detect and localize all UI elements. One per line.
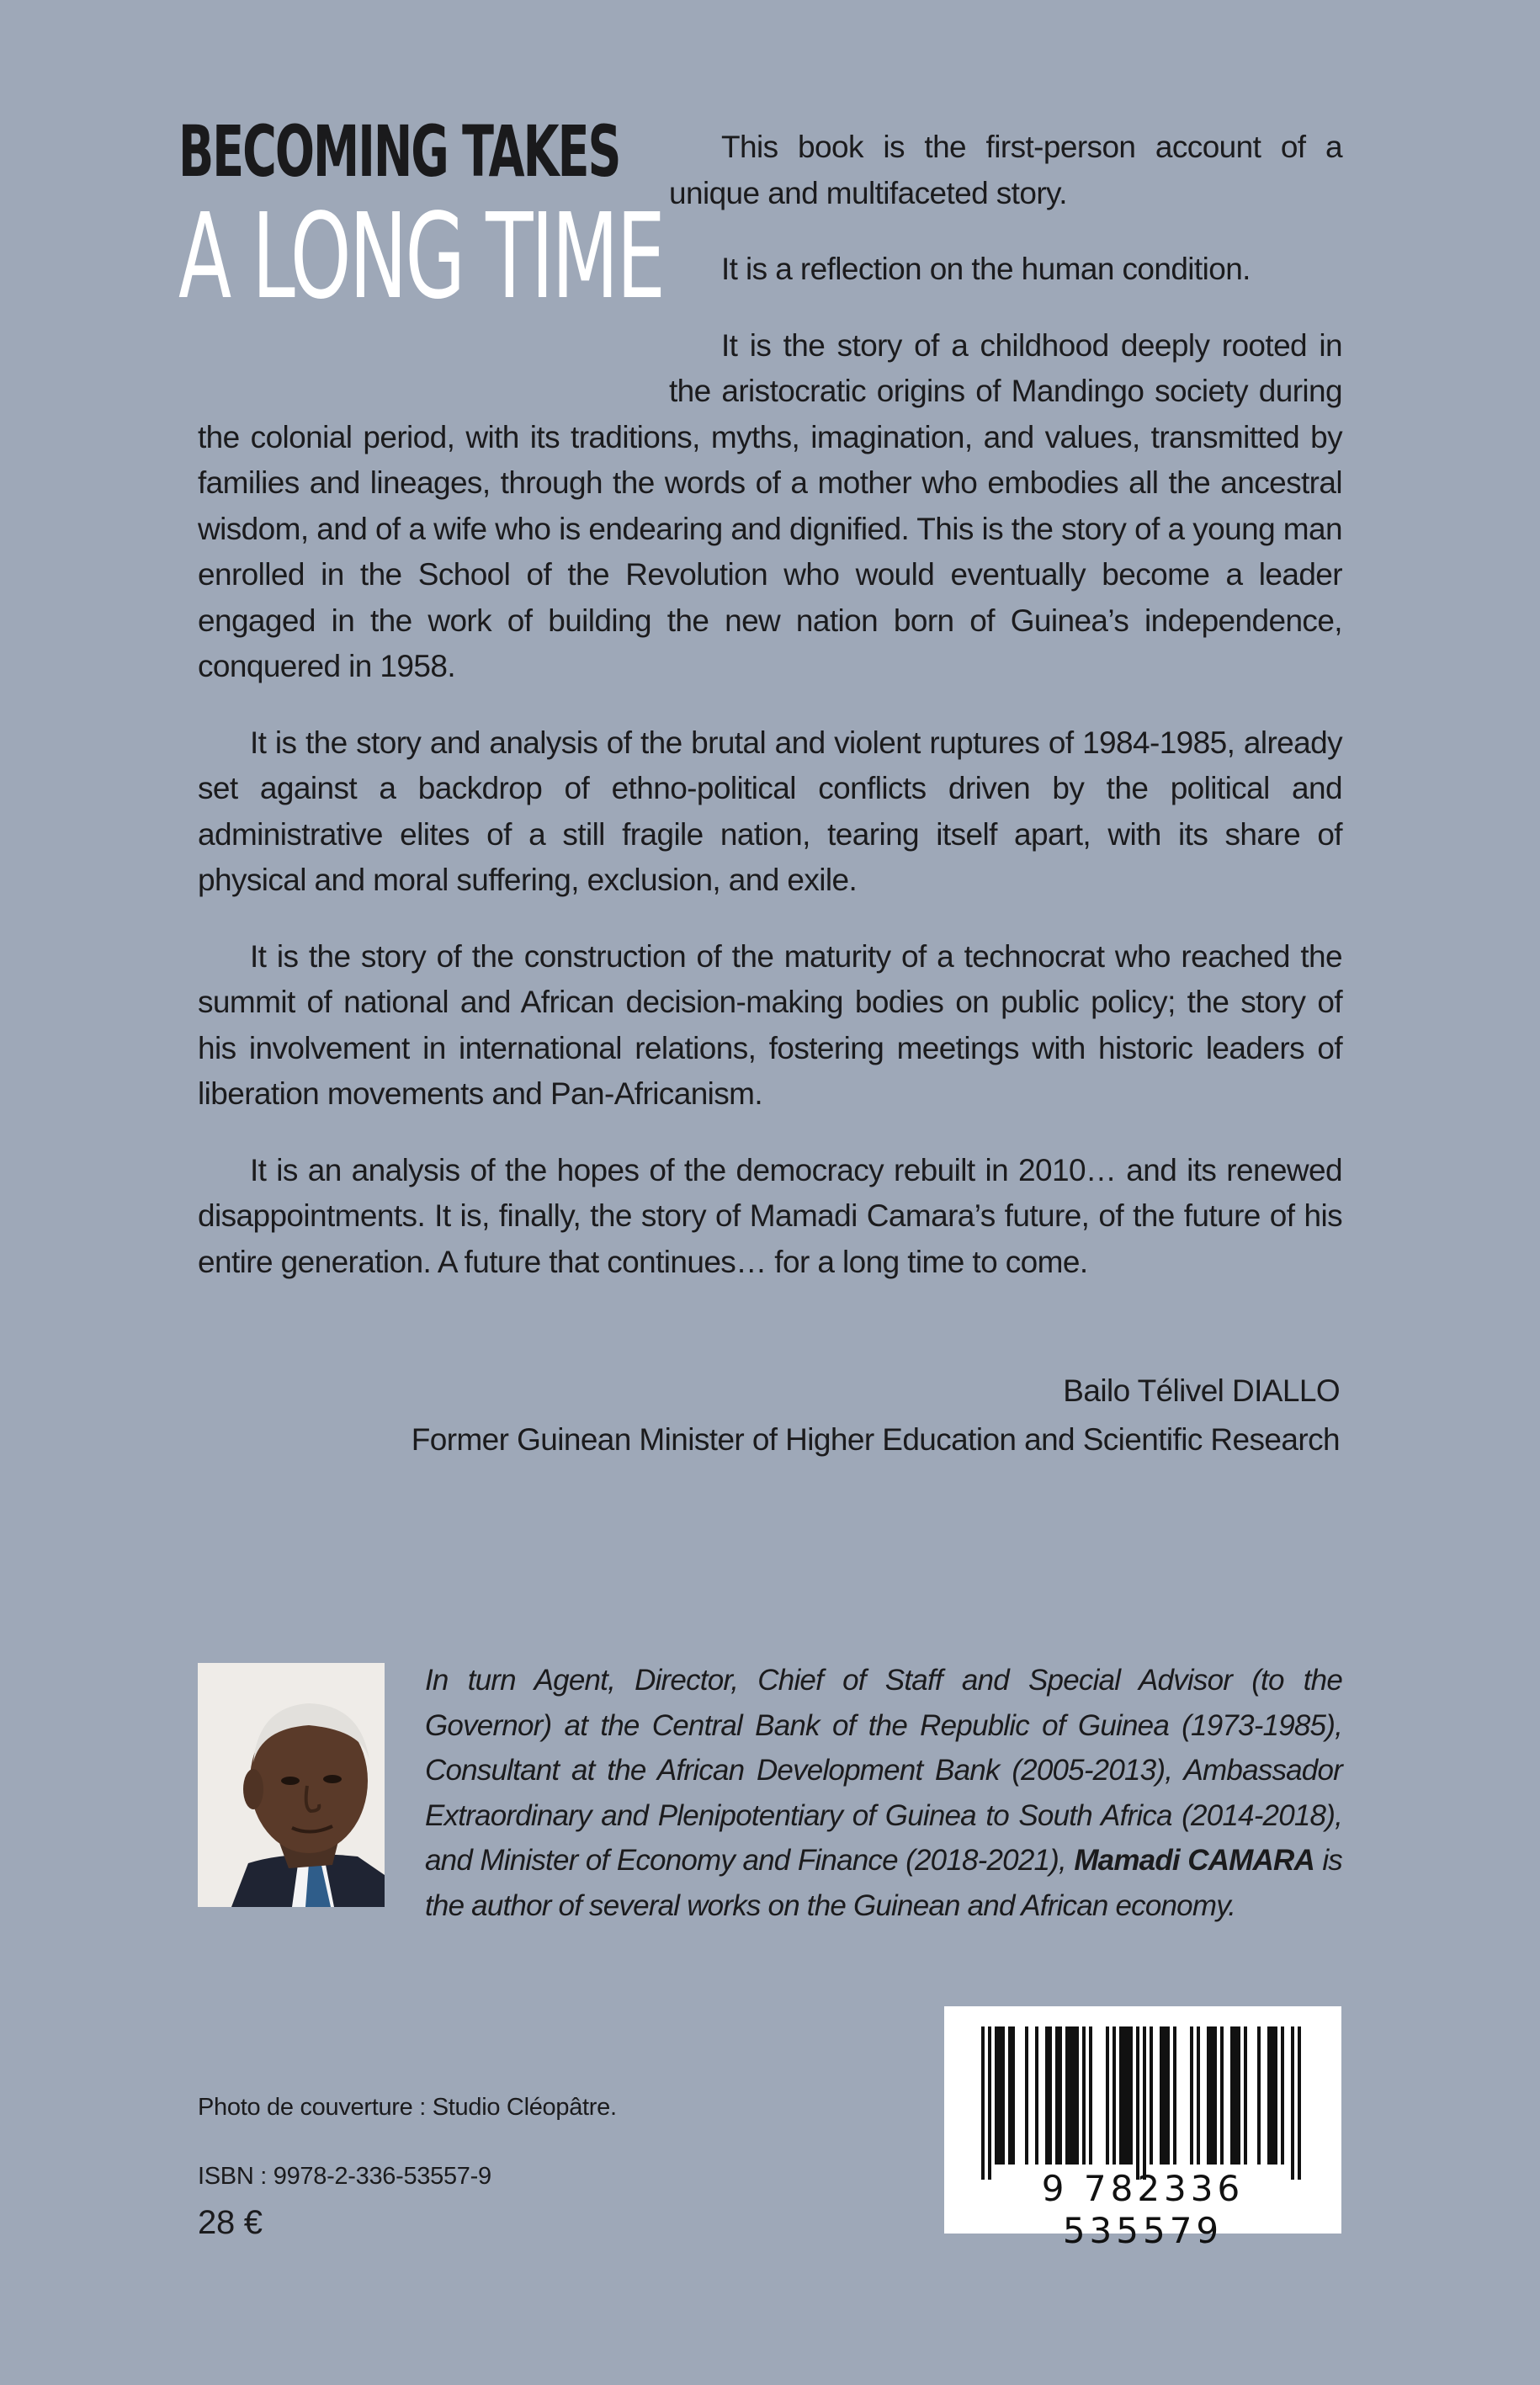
price: 28 €: [198, 2204, 263, 2241]
isbn: ISBN : 9978-2-336-53557-9: [198, 2163, 491, 2190]
author-bio-text: In turn Agent, Director, Chief of Staff and Special Advisor (to the Governor) at the Central Bank of the Republic of Guinea (1973-1985), Consultant at the African Development Bank (2005-2013), Ambassador Extraordinary and Plenipotentiary of Guinea to South Africa (2014-2018), and Minister of Economy and Finance (2018-2021),: [425, 1664, 1342, 1877]
barcode-digits: 9 782336 535579: [1041, 2168, 1245, 2251]
barcode-bar: [1129, 2026, 1133, 2165]
barcode-bar: [1123, 2026, 1126, 2165]
barcode-bar: [981, 2026, 985, 2180]
author-portrait-image: [198, 1663, 385, 1907]
barcode-bar: [1190, 2026, 1193, 2165]
blurb: [198, 125, 1342, 1315]
barcode-bar: [1065, 2026, 1069, 2165]
barcode-bar: [1072, 2026, 1075, 2165]
blurb-paragraph: It is a reflection on the human condition.: [721, 252, 1251, 286]
barcode-bar: [1166, 2026, 1170, 2165]
barcode-bar: [1271, 2026, 1274, 2165]
barcode-bar: [1210, 2026, 1213, 2165]
barcode-bar: [1089, 2026, 1092, 2165]
title-wrap-spacer: [198, 125, 669, 402]
barcode-bar: [1267, 2026, 1271, 2165]
barcode-bar: [1113, 2026, 1116, 2165]
author-name: Mamadi CAMARA: [1074, 1844, 1314, 1877]
barcode-bar: [1008, 2026, 1012, 2165]
barcode-bar: [1055, 2026, 1059, 2165]
barcode-bar: [1049, 2026, 1052, 2165]
barcode-bar: [1119, 2026, 1123, 2165]
author-bio: [425, 1658, 1342, 1928]
barcode-bar: [1213, 2026, 1217, 2165]
blurb-paragraph: This book is the first-person account of a unique and multifaceted story.: [669, 130, 1342, 210]
blurb-paragraph: It is the story and analysis of the brutal and violent ruptures of 1984-1985, already set against a backdrop of ethno-political conflicts driven by the political and administrative elites of a still fragile nation, tearing itself apart, with its share of physical and moral suffering, exclusion, and exile.: [198, 725, 1342, 897]
barcode-bar: [988, 2026, 991, 2180]
barcode-bar: [1207, 2026, 1210, 2165]
barcode-bar: [1163, 2026, 1166, 2165]
barcode-bar: [1257, 2026, 1261, 2165]
barcode-bar: [1082, 2026, 1086, 2165]
barcode-bar: [1237, 2026, 1240, 2165]
barcode-bar: [1001, 2026, 1005, 2165]
barcode-bar: [1234, 2026, 1237, 2165]
photo-credit: Photo de couverture : Studio Cléopâtre.: [198, 2094, 617, 2121]
barcode-bar: [1197, 2026, 1200, 2165]
barcode-bar: [1106, 2026, 1109, 2165]
credits: [198, 2090, 617, 2244]
barcode-bar: [1059, 2026, 1062, 2165]
barcode-bar: [1281, 2026, 1284, 2165]
barcode-bar: [1143, 2026, 1146, 2180]
barcode-bar: [1045, 2026, 1049, 2165]
barcode-bar: [1126, 2026, 1129, 2165]
blurb-paragraph: It is the story of a childhood deeply rooted in the aristocratic origins of Mandingo society during the colonial period, with its traditions, myths, imagination, and values, transmitted by families and lineages, through the words of a mother who embodies all the ancestral wisdom, and of a wife who is endearing and dignified. This is the story of a young man enrolled in the School of the Revolution who would eventually become a leader engaged in the work of building the new nation born of Guinea’s independence, conquered in 1958.: [198, 327, 1342, 683]
barcode-bar: [1173, 2026, 1176, 2165]
title-line-1: BECOMING TAKES: [178, 110, 620, 193]
barcode-bar: [1025, 2026, 1028, 2165]
blurb-paragraph: It is the story of the construction of the maturity of a technocrat who reached the summit of national and African decision-making bodies on public policy; the story of his involvement in international relations, fostering meetings with historic leaders of liberation movements and Pan-Africanism.: [198, 938, 1342, 1111]
barcode-bar: [1069, 2026, 1072, 2165]
barcode-bar: [1075, 2026, 1079, 2165]
author-bio-text-end: is the author of several works on the Guinean and African economy.: [425, 1844, 1342, 1922]
barcode-bar: [1298, 2026, 1301, 2180]
barcode-bar: [1220, 2026, 1224, 2165]
barcode-bar: [998, 2026, 1001, 2165]
barcode-bar: [1244, 2026, 1247, 2165]
barcode-bar: [1291, 2026, 1294, 2180]
barcode-bar: [1136, 2026, 1139, 2180]
title-line-2: A LONG TIME: [178, 189, 664, 326]
barcode-bar: [995, 2026, 998, 2165]
blurb-signature: [412, 1367, 1340, 1464]
barcode-bar: [1160, 2026, 1163, 2165]
barcode: [944, 2006, 1341, 2251]
barcode-bar: [1230, 2026, 1234, 2165]
signature-role: Former Guinean Minister of Higher Education and Scientific Research: [411, 1422, 1340, 1457]
barcode-bar: [1012, 2026, 1015, 2165]
barcode-bar: [1035, 2026, 1038, 2165]
author-photo: [198, 1663, 385, 1907]
signature-name: Bailo Télivel DIALLO: [1063, 1373, 1340, 1408]
blurb-paragraph: It is an analysis of the hopes of the democracy rebuilt in 2010… and its renewed disappointments. It is, finally, the story of Mamadi Camara’s future, of the future of his entire generation. A future that continues… for a long time to come.: [198, 1152, 1342, 1279]
barcode-bar: [1150, 2026, 1153, 2165]
barcode-bar: [1274, 2026, 1277, 2165]
